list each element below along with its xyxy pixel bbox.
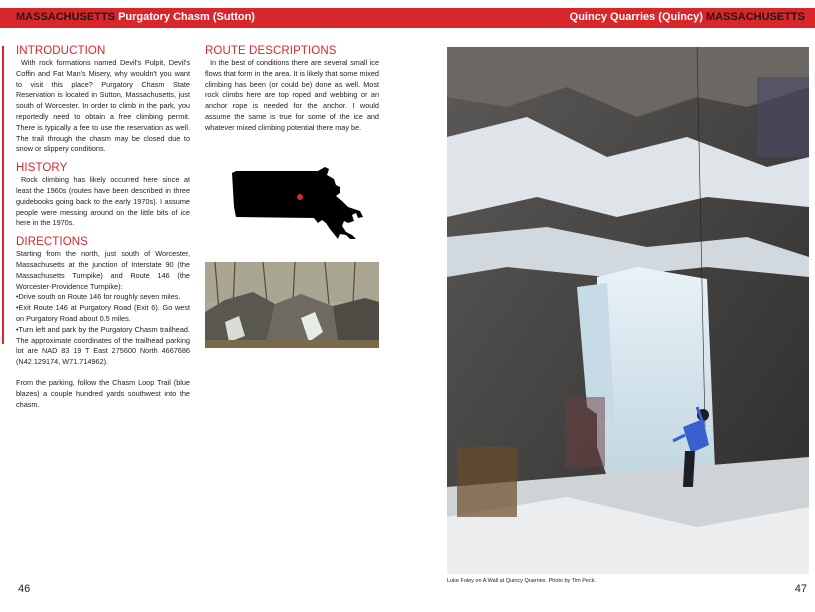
header-bar <box>0 8 815 28</box>
route-descriptions-heading: ROUTE DESCRIPTIONS <box>205 45 337 57</box>
header-left-state: MASSACHUSETTS <box>16 11 116 23</box>
history-text: Rock climbing has likely occurred here since at least the 1960s (routes have been described in three guidebooks going back to the early 1970s). I assume people were messing around on the little bits of ice here in the 1970s. <box>16 175 190 228</box>
quincy-quarries-photo <box>447 47 809 574</box>
header-right-state: MASSACHUSETTS <box>705 11 805 23</box>
directions-intro: Starting from the north, just south of Worcester, Massachusetts at the junction of Interstate 90 (the Massachusetts Turnpike) and Route 146 (the Worcester-Providence Turnpike): <box>16 249 190 291</box>
header-right <box>570 11 805 23</box>
side-rule <box>2 46 4 344</box>
directions-step: •Exit Route 146 at Purgatory Road (Exit 6). Go west on Purgatory Road about 0.5 miles. <box>16 303 190 323</box>
directions-step: •Drive south on Route 146 for roughly seven miles. <box>16 292 181 302</box>
directions-heading: DIRECTIONS <box>16 236 88 249</box>
location-dot-icon <box>297 194 303 200</box>
header-left <box>16 11 255 23</box>
introduction-text: With rock formations named Devil's Pulpit, Devil's Coffin and Fat Man's Misery, why wouldn't you want to visit this place? Purgatory Chasm State Reservation is located in Sutton, Massachusetts, just south of Worcester. In order to climb in the park, you reportedly need to obtain a free climbing permit. There is typically a fee to use the reservation as well. The trail through the chasm may be closed due to snow or slippery conditions. <box>16 58 190 154</box>
photo-caption: Luke Foley on A Wall at Quincy Quarries. Photo by Tim Peck. <box>447 578 596 584</box>
header-right-area: Quincy Quarries (Quincy) <box>569 11 703 23</box>
middle-column <box>205 45 379 141</box>
introduction-heading: INTRODUCTION <box>16 45 106 57</box>
page-number-right: 47 <box>794 583 807 595</box>
page-number-left: 46 <box>18 583 31 595</box>
directions-step: •Turn left and park by the Purgatory Chasm trailhead. The approximate coordinates of the trailhead parking lot are NAD 83 19 T East 275600 North 4667686 (N42.129174, W71.714962). <box>16 324 190 367</box>
history-heading: HISTORY <box>16 162 68 175</box>
left-column <box>16 45 190 417</box>
massachusetts-map-icon <box>230 163 364 245</box>
directions-outro: From the parking, follow the Chasm Loop Trail (blue blazes) a couple hundred yards southwest into the chasm. <box>16 377 190 409</box>
header-left-area: Purgatory Chasm (Sutton) <box>118 11 255 23</box>
route-descriptions-text: In the best of conditions there are several small ice flows that form in the area. It is likely that some mixed climbing has been (or could be) done as well. Most rock climbs here are top roped and webbing or an anchor rope is needed for the anchor. I would assume the same is true for some of the ice and whatever mixed climbing potential there may be. <box>205 58 379 132</box>
chasm-photo <box>205 262 379 348</box>
